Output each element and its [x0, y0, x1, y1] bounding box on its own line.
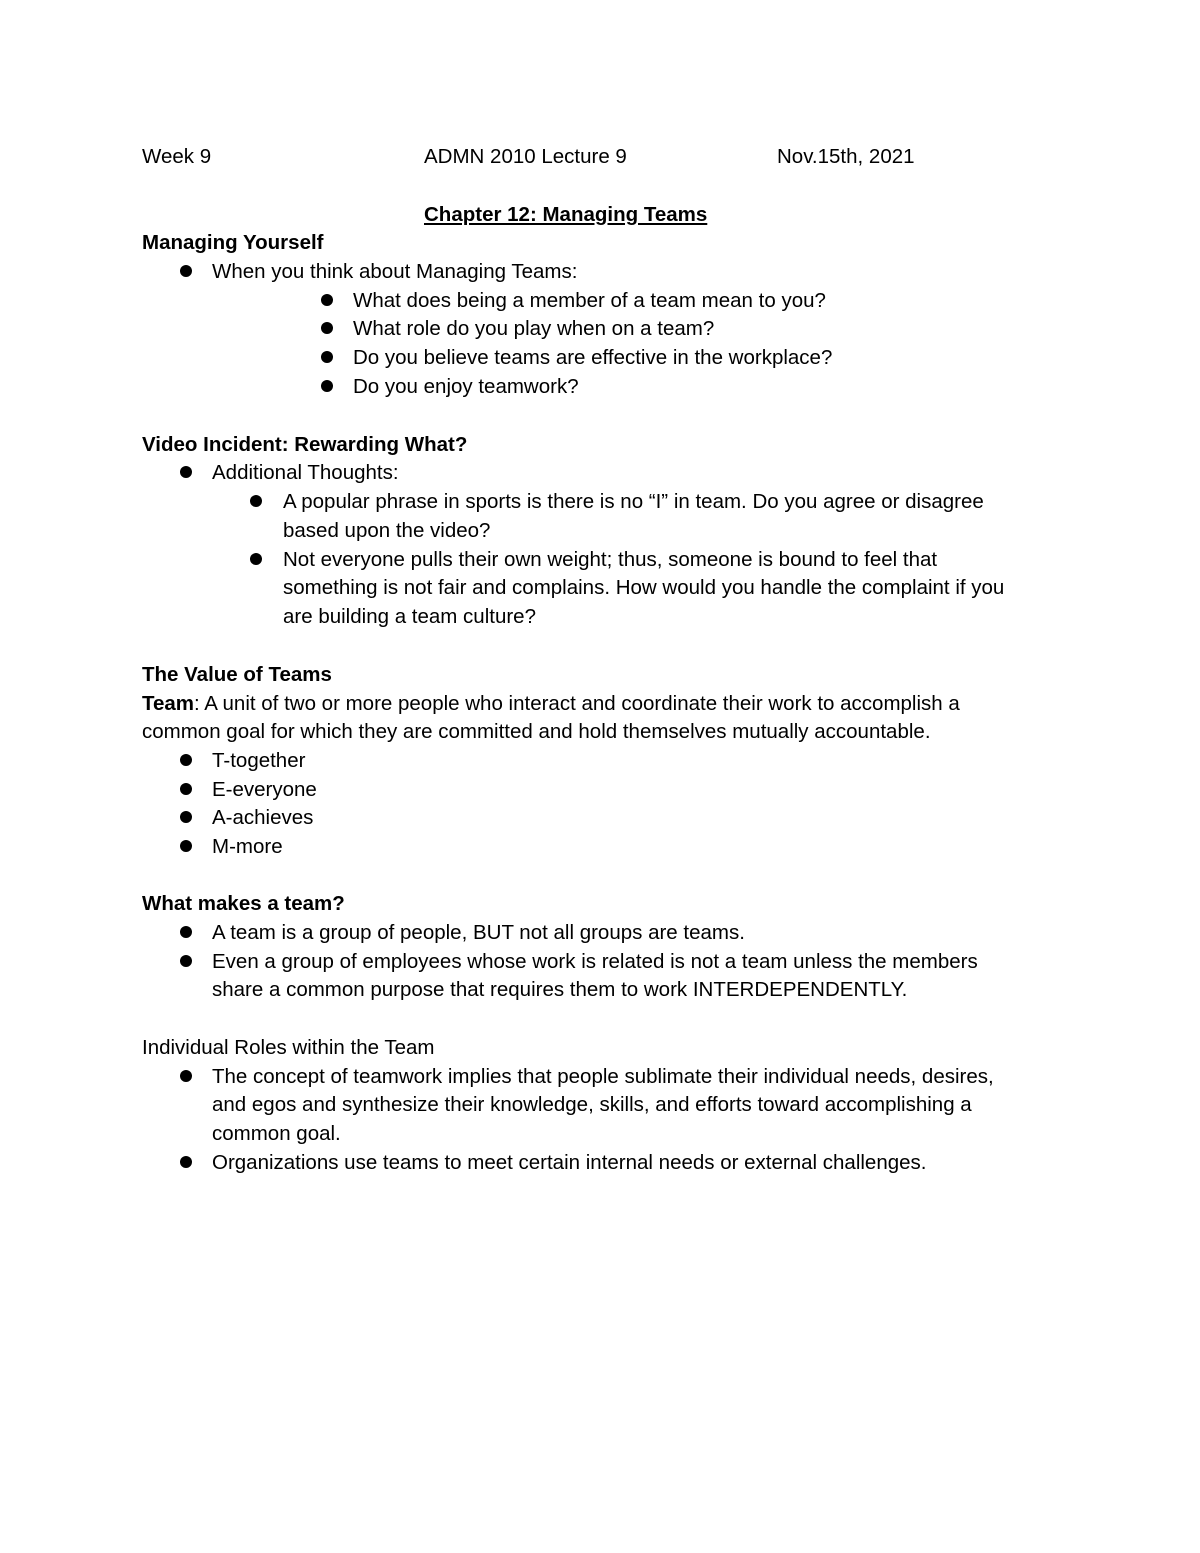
list-item-line: something is not fair and complains. How would you handle the complaint if you — [283, 576, 1005, 599]
section-heading-value-of-teams: The Value of Teams — [142, 663, 332, 686]
list-item-line: The concept of teamwork implies that people sublimate their individual needs, desires, — [212, 1065, 994, 1088]
list-item: Do you enjoy teamwork? — [353, 375, 579, 398]
bullet-icon — [180, 811, 192, 823]
team-definition-line — [142, 689, 960, 718]
bullet-icon — [180, 840, 192, 852]
header-week: Week 9 — [142, 145, 212, 168]
list-item-line: A popular phrase in sports is there is no “I” in team. Do you agree or disagree — [283, 490, 984, 513]
section-heading-what-makes-team: What makes a team? — [142, 892, 345, 915]
list-item: Organizations use teams to meet certain internal needs or external challenges. — [212, 1151, 927, 1174]
list-item-line: based upon the video? — [283, 519, 491, 542]
list-item: Additional Thoughts: — [212, 461, 399, 484]
header-course: ADMN 2010 Lecture 9 — [424, 145, 627, 168]
team-definition-line: common goal for which they are committed and hold themselves mutually accountable. — [142, 720, 931, 743]
team-definition-text: : A unit of two or more people who interact and coordinate their work to accomplish a — [194, 692, 960, 715]
list-item-line: share a common purpose that requires them to work INTERDEPENDENTLY. — [212, 978, 908, 1001]
list-item: What does being a member of a team mean to you? — [353, 289, 826, 312]
list-item-line: Not everyone pulls their own weight; thus, someone is bound to feel that — [283, 548, 938, 571]
list-item: Do you believe teams are effective in the workplace? — [353, 346, 833, 369]
bullet-icon — [321, 294, 333, 306]
list-item: M-more — [212, 835, 283, 858]
bullet-icon — [180, 754, 192, 766]
bullet-icon — [180, 466, 192, 478]
bullet-icon — [321, 380, 333, 392]
bullet-icon — [180, 1070, 192, 1082]
bullet-icon — [180, 955, 192, 967]
bullet-icon — [250, 495, 262, 507]
bullet-icon — [180, 926, 192, 938]
list-item-line: are building a team culture? — [283, 605, 536, 628]
bullet-icon — [180, 1156, 192, 1168]
bullet-icon — [180, 265, 192, 277]
list-item: E-everyone — [212, 778, 317, 801]
list-item: A team is a group of people, BUT not all groups are teams. — [212, 921, 745, 944]
bullet-icon — [250, 553, 262, 565]
list-item-line: and egos and synthesize their knowledge, skills, and efforts toward accomplishing a — [212, 1093, 972, 1116]
section-heading-video-incident: Video Incident: Rewarding What? — [142, 433, 468, 456]
bullet-icon — [180, 783, 192, 795]
list-item-line: common goal. — [212, 1122, 341, 1145]
bullet-icon — [321, 322, 333, 334]
list-item-line: Even a group of employees whose work is related is not a team unless the members — [212, 950, 978, 973]
list-item: When you think about Managing Teams: — [212, 260, 578, 283]
chapter-title: Chapter 12: Managing Teams — [424, 203, 708, 226]
list-item: What role do you play when on a team? — [353, 317, 715, 340]
list-item: A-achieves — [212, 806, 314, 829]
list-item: T-together — [212, 749, 306, 772]
bullet-icon — [321, 351, 333, 363]
header-date: Nov.15th, 2021 — [777, 145, 915, 168]
section-heading-managing-yourself: Managing Yourself — [142, 231, 324, 254]
team-term: Team — [142, 692, 195, 715]
section-heading-individual-roles: Individual Roles within the Team — [142, 1036, 435, 1059]
